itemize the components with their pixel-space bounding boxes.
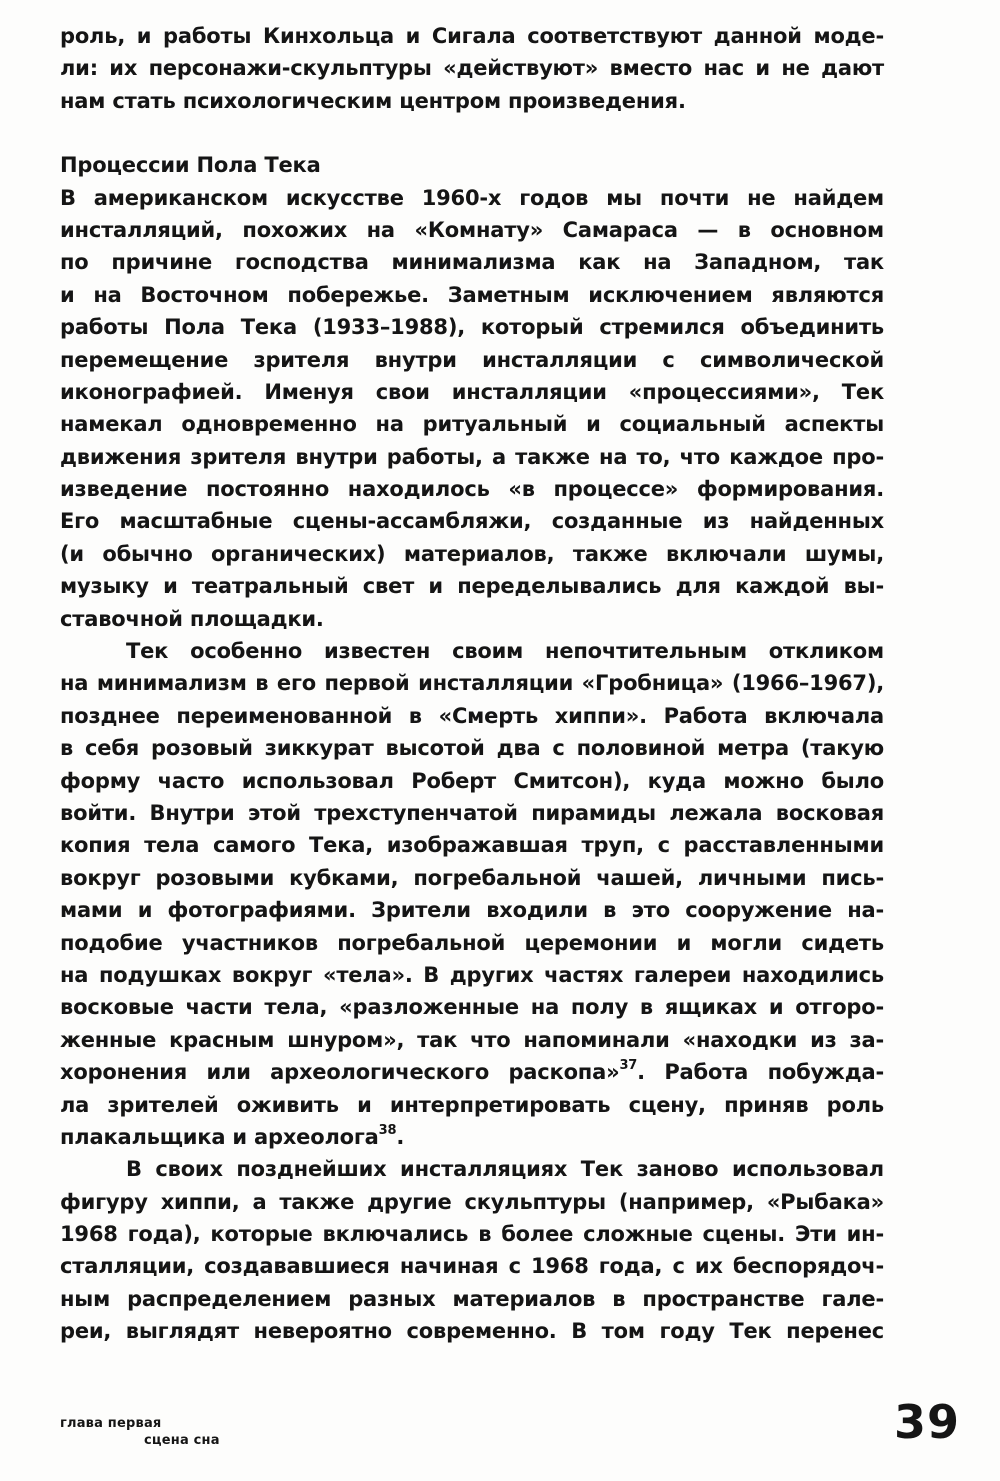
text-line: (и обычно органических) материалов, также включали шумы, xyxy=(60,541,884,566)
text-line: реи, выглядят невероятно современно. В том году Тек перенес xyxy=(60,1319,884,1344)
text-line: инсталляций, похожих на «Комнату» Самараса — в основном xyxy=(60,217,884,242)
text-line: В американском искусстве 1960-х годов мы почти не найдем xyxy=(60,185,884,210)
text-line: подобие участников погребальной церемонии и могли сидеть xyxy=(60,930,884,955)
text-line: позднее переименованной в «Смерть хиппи». Работа включала xyxy=(60,703,884,728)
text-line: в себя розовый зиккурат высотой два с половиной метра (такую xyxy=(60,736,884,761)
text-line: Его масштабные сцены-ассамбляжи, созданные из найденных xyxy=(60,509,884,534)
text-line: 1968 года), которые включались в более сложные сцены. Эти ин- xyxy=(60,1222,884,1247)
text-line: и на Восточном побережье. Заметным исключением являются xyxy=(60,282,884,307)
section-heading: Процессии Пола Тека xyxy=(60,153,321,178)
text-line: по причине господства минимализма как на Западном, так xyxy=(60,250,884,275)
text-line: перемещение зрителя внутри инсталляции с символической xyxy=(60,347,884,372)
text-line: Тек особенно известен своим непочтительным откликом xyxy=(126,639,884,664)
text-line: фигуру хиппи, а также другие скульптуры (например, «Рыбака» xyxy=(60,1189,884,1214)
body-text xyxy=(60,20,884,1348)
text-line: войти. Внутри этой трехступенчатой пирамиды лежала восковая xyxy=(60,800,884,825)
footnote-ref-37: 37 xyxy=(619,1058,638,1074)
text-line: женные красным шнуром», так что напоминали «находки из за- xyxy=(60,1027,884,1052)
section-gap xyxy=(60,117,884,149)
text-segment: . xyxy=(396,1124,405,1149)
text-line: вокруг розовыми кубками, погребальной чашей, личными пись- xyxy=(60,865,884,890)
chapter-number: глава первая xyxy=(60,1416,162,1431)
footnote-ref-38: 38 xyxy=(378,1122,397,1138)
text-line: форму часто использовал Роберт Смитсон), куда можно было xyxy=(60,768,884,793)
text-line: сталляции, создававшиеся начиная с 1968 года, с их беспорядоч- xyxy=(60,1254,884,1279)
text-segment: . Работа побужда- xyxy=(637,1060,885,1085)
text-line: нам стать психологическим центром произведения. xyxy=(60,88,686,113)
text-line: восковые части тела, «разложенные на полу в ящиках и отгоро- xyxy=(60,995,884,1020)
text-line: работы Пола Тека (1933–1988), который стремился объединить xyxy=(60,315,884,340)
text-line: на подушках вокруг «тела». В других частях галереи находились xyxy=(60,962,884,987)
text-line: копия тела самого Тека, изображавшая труп, с расставленными xyxy=(60,833,884,858)
text-line: В своих позднейших инсталляциях Тек заново использовал xyxy=(126,1157,884,1182)
text-line: изведение постоянно находилось «в процессе» формирования. xyxy=(60,477,884,502)
text-line: ставочной площадки. xyxy=(60,606,324,631)
text-line: роль, и работы Кинхольца и Сигала соответствуют данной моде- xyxy=(60,24,884,48)
text-line: на минимализм в его первой инсталляции «Гробница» (1966–1967), xyxy=(60,671,884,696)
running-footer xyxy=(60,1415,220,1449)
page-number: 39 xyxy=(893,1395,960,1449)
text-segment: хоронения или археологического раскопа» xyxy=(60,1060,620,1085)
text-line: иконографией. Именуя свои инсталляции «процессиями», Тек xyxy=(60,379,884,404)
text-line: мами и фотографиями. Зрители входили в это сооружение на- xyxy=(60,898,884,923)
chapter-title: сцена сна xyxy=(144,1433,220,1448)
text-line: ли: их персонажи-скульптуры «действуют» вместо нас и не дают xyxy=(60,56,884,81)
text-line xyxy=(60,1056,884,1088)
text-line: намекал одновременно на ритуальный и социальный аспекты xyxy=(60,412,884,437)
text-line: ным распределением разных материалов в пространстве гале- xyxy=(60,1286,884,1311)
text-line: движения зрителя внутри работы, а также на то, что каждое про- xyxy=(60,444,884,469)
text-segment: плакальщика и археолога xyxy=(60,1124,379,1149)
text-line: ла зрителей оживить и интерпретировать сцену, приняв роль xyxy=(60,1092,884,1117)
text-line: музыку и театральный свет и переделывались для каждой вы- xyxy=(60,574,884,599)
text-line xyxy=(60,1121,884,1153)
